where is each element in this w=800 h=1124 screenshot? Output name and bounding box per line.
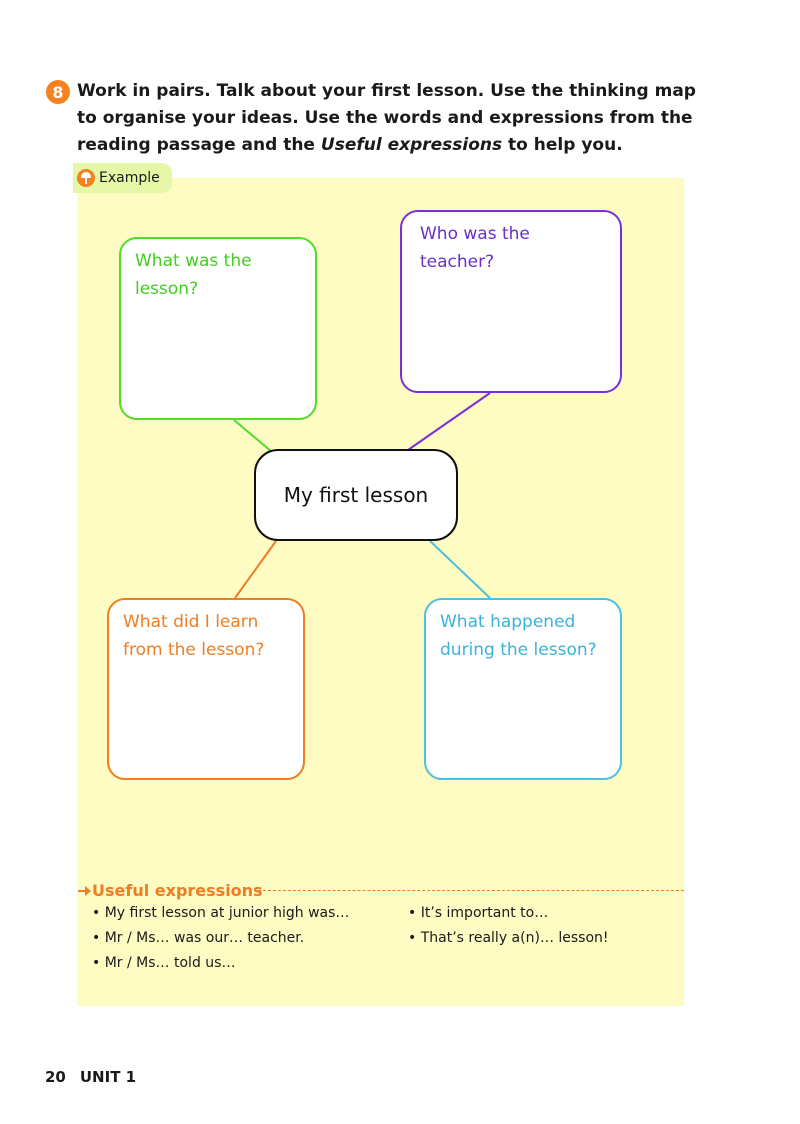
task-number-badge: 8 <box>46 80 70 104</box>
useful-expressions-heading <box>78 881 263 900</box>
list-item: • That’s really a(n)… lesson! <box>408 926 609 951</box>
happened-question: What happened during the lesson? <box>440 612 597 660</box>
list-item: • Mr / Ms… was our… teacher. <box>92 926 349 951</box>
dashed-divider <box>258 890 684 891</box>
instructions-text-2: to help you. <box>502 135 623 155</box>
teacher-box <box>400 210 622 393</box>
connector-learn <box>235 541 276 598</box>
expressions-left-list <box>92 901 349 976</box>
lesson-box <box>119 237 317 420</box>
list-item: • My first lesson at junior high was… <box>92 901 349 926</box>
page-footer <box>45 1068 136 1086</box>
happened-box <box>424 598 622 780</box>
arrow-right-icon <box>78 886 91 896</box>
connector-teacher <box>408 393 490 450</box>
useful-expressions-title: Useful expressions <box>92 881 263 900</box>
learn-question: What did I learn from the lesson? <box>123 612 265 660</box>
connector-happened <box>430 541 490 598</box>
center-topic: My first lesson <box>283 483 429 507</box>
teacher-question: Who was the teacher? <box>420 224 530 272</box>
connector-lesson <box>234 420 272 452</box>
instructions-text-1: Work in pairs. Talk about your first lesson. Use the thinking map to organise your ideas. Use the words and expressions from the reading passage and the <box>77 81 696 155</box>
list-item: • Mr / Ms… told us… <box>92 951 349 976</box>
list-item: • It’s important to… <box>408 901 609 926</box>
unit-label: UNIT 1 <box>79 1068 137 1086</box>
page-number: 20 <box>45 1068 66 1086</box>
instructions-italic: Useful expressions <box>320 135 503 155</box>
example-label: Example <box>99 170 160 186</box>
learn-box <box>107 598 305 780</box>
expressions-right-list <box>408 901 609 951</box>
lesson-question: What was the lesson? <box>135 251 252 299</box>
center-topic-box <box>254 449 458 541</box>
